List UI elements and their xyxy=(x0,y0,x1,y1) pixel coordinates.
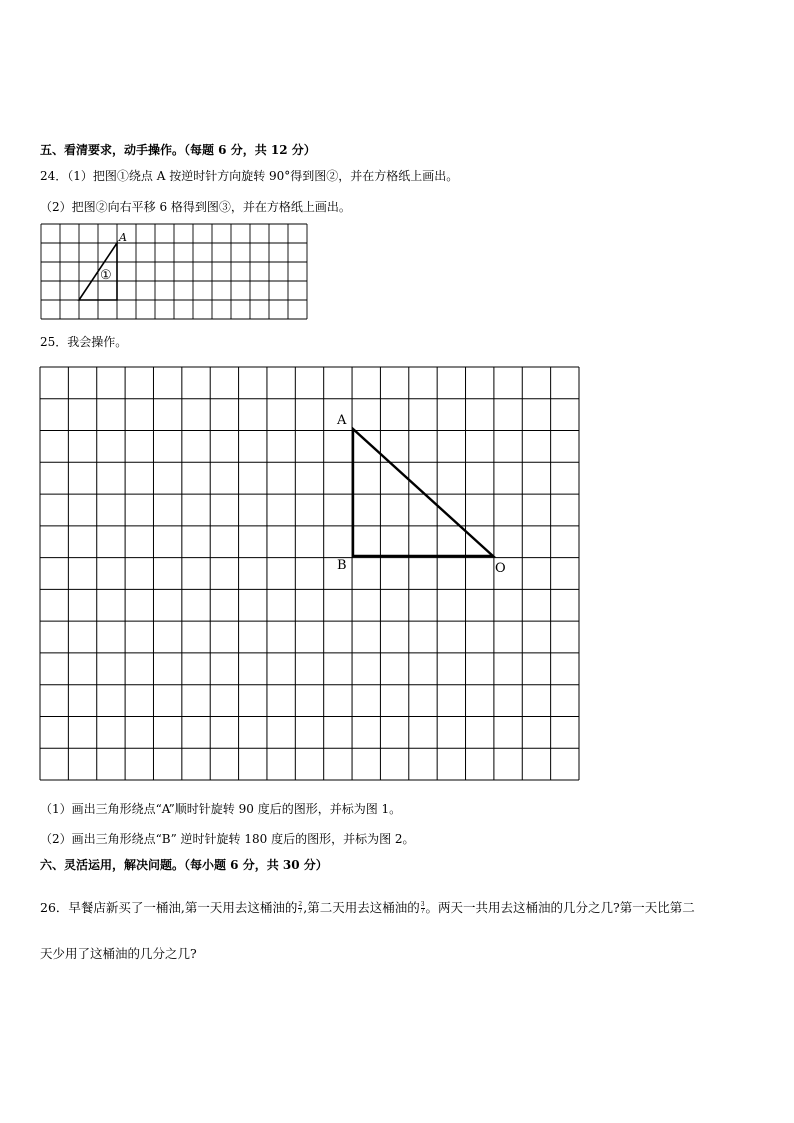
q26-text-a: 26．早餐店新买了一桶油,第一天用去这桶油的 xyxy=(40,900,298,915)
q26-text-b: ,第二天用去这桶油的 xyxy=(303,900,420,915)
point-o-label: O xyxy=(495,561,506,576)
q25-title: 25．我会操作。 xyxy=(40,335,128,349)
figure-1-label: ① xyxy=(100,268,112,283)
point-b-label: B xyxy=(337,558,347,573)
q25-task1: （1）画出三角形绕点“A”顺时针旋转 90 度后的图形，并标为图 1。 xyxy=(40,802,402,816)
q25-task2: （2）画出三角形绕点“B” 逆时针旋转 180 度后的图形，并标为图 2。 xyxy=(40,832,415,846)
q24-part1: 24．（1）把图①绕点 A 按逆时针方向旋转 90°得到图②，并在方格纸上画出。 xyxy=(40,169,459,183)
fraction-2-7: $\frac{2}{7}$ xyxy=(298,901,303,915)
q26-text-c: 。两天一共用去这桶油的几分之几?第一天比第二 xyxy=(425,900,695,915)
section6-heading: 六、灵活运用，解决问题。（每小题 6 分，共 30 分） xyxy=(40,858,328,872)
q26-line2: 天少用了这桶油的几分之几? xyxy=(40,946,197,961)
point-a-label: A xyxy=(337,413,347,428)
q24-part2: （2）把图②向右平移 6 格得到图③，并在方格纸上画出。 xyxy=(40,200,351,214)
section5-heading: 五、看清要求，动手操作。（每题 6 分，共 12 分） xyxy=(40,143,316,157)
point-a-label: A xyxy=(119,231,127,244)
fraction-3-7: $\frac{3}{7}$ xyxy=(420,901,425,915)
q24-grid xyxy=(41,224,307,321)
q26-line1 xyxy=(40,900,695,916)
triangle-abo xyxy=(353,429,493,556)
q25-grid xyxy=(40,367,579,780)
